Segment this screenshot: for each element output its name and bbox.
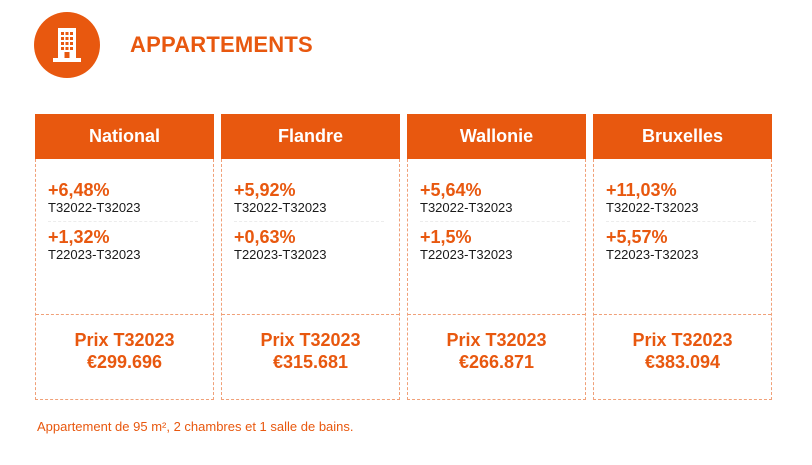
stats-block bbox=[408, 159, 585, 293]
building-icon bbox=[52, 27, 82, 63]
stat-quarterly-period: T22023-T32023 bbox=[606, 247, 699, 262]
price-divider bbox=[222, 314, 399, 315]
stat-quarterly-pct: +0,63% bbox=[234, 227, 296, 247]
card-national bbox=[35, 114, 214, 400]
price-block bbox=[594, 329, 771, 373]
card-wallonie bbox=[407, 114, 586, 400]
price-divider bbox=[36, 314, 213, 315]
card-bruxelles bbox=[593, 114, 772, 400]
price-block bbox=[222, 329, 399, 373]
stat-yearly-pct: +11,03% bbox=[606, 180, 677, 200]
price-label: Prix T32023 bbox=[632, 330, 733, 350]
stat-quarterly-period: T22023-T32023 bbox=[420, 247, 513, 262]
card-title: National bbox=[35, 114, 214, 159]
stat-divider bbox=[606, 221, 756, 222]
stat-quarterly-period: T22023-T32023 bbox=[234, 247, 327, 262]
stats-block bbox=[222, 159, 399, 293]
stat-divider bbox=[420, 221, 570, 222]
price-label: Prix T32023 bbox=[260, 330, 361, 350]
page-header bbox=[34, 12, 313, 78]
logo bbox=[34, 12, 100, 78]
price-value: €266.871 bbox=[458, 352, 535, 372]
card-body bbox=[221, 159, 400, 400]
stat-quarterly-pct: +5,57% bbox=[606, 227, 668, 247]
card-body bbox=[593, 159, 772, 400]
stat-yearly-pct: +5,92% bbox=[234, 180, 296, 200]
price-value: €299.696 bbox=[86, 352, 163, 372]
stat-yearly-pct: +6,48% bbox=[48, 180, 110, 200]
card-body bbox=[407, 159, 586, 400]
card-title: Flandre bbox=[221, 114, 400, 159]
price-value: €315.681 bbox=[272, 352, 349, 372]
stat-yearly-period: T32022-T32023 bbox=[420, 200, 513, 215]
stats-block bbox=[594, 159, 771, 293]
footnote: Appartement de 95 m², 2 chambres et 1 salle de bains. bbox=[37, 419, 354, 434]
card-body bbox=[35, 159, 214, 400]
price-block bbox=[408, 329, 585, 373]
card-flandre bbox=[221, 114, 400, 400]
page-title: APPARTEMENTS bbox=[130, 32, 313, 57]
stat-quarterly-period: T22023-T32023 bbox=[48, 247, 141, 262]
price-divider bbox=[408, 314, 585, 315]
price-block bbox=[36, 329, 213, 373]
price-divider bbox=[594, 314, 771, 315]
stat-yearly-period: T32022-T32023 bbox=[48, 200, 141, 215]
stat-quarterly-pct: +1,5% bbox=[420, 227, 472, 247]
stats-block bbox=[36, 159, 213, 293]
stat-divider bbox=[48, 221, 198, 222]
card-title: Wallonie bbox=[407, 114, 586, 159]
stat-yearly-pct: +5,64% bbox=[420, 180, 482, 200]
price-value: €383.094 bbox=[644, 352, 721, 372]
stat-divider bbox=[234, 221, 384, 222]
price-label: Prix T32023 bbox=[446, 330, 547, 350]
price-label: Prix T32023 bbox=[74, 330, 175, 350]
stat-quarterly-pct: +1,32% bbox=[48, 227, 110, 247]
region-cards bbox=[35, 114, 773, 400]
card-title: Bruxelles bbox=[593, 114, 772, 159]
stat-yearly-period: T32022-T32023 bbox=[234, 200, 327, 215]
stat-yearly-period: T32022-T32023 bbox=[606, 200, 699, 215]
